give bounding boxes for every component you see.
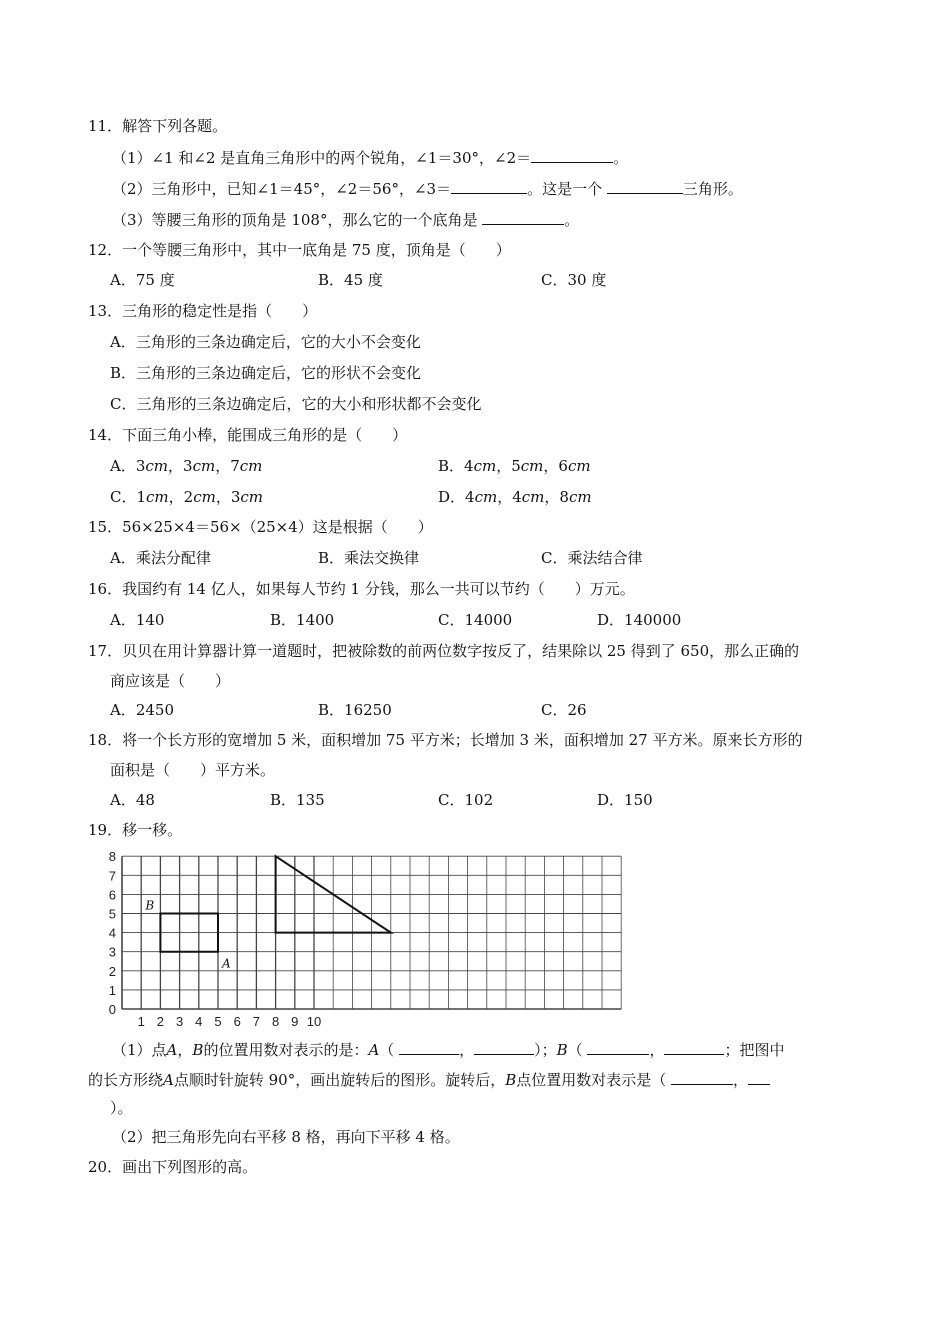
length: 4 (464, 457, 474, 475)
sep: ， (168, 488, 184, 506)
y-tick-label: 8 (108, 849, 116, 865)
q11-part3 (112, 209, 579, 230)
q11-stem: 11．解答下列各题。 (88, 117, 228, 135)
q11-p3-end: 。 (564, 211, 580, 229)
q15-option-a[interactable]: A．乘法分配律 (110, 549, 211, 567)
sep: ， (497, 488, 513, 506)
text: 点顺时针旋转 90°，画出旋转后的图形。旋转后， (173, 1071, 506, 1089)
unit: cm (146, 488, 169, 506)
x-tick-label: 3 (175, 1014, 184, 1029)
text: ， (459, 1041, 475, 1059)
q16-option-c[interactable]: C．14000 (438, 611, 513, 629)
q11-p2-text: （2）三角形中，已知∠1＝45°，∠2＝56°，∠3＝ (112, 180, 452, 198)
point-a-label: A (368, 1041, 380, 1059)
q13-option-b[interactable]: B．三角形的三条边确定后，它的形状不会变化 (110, 364, 422, 382)
q12-option-b[interactable]: B．45 度 (318, 271, 383, 289)
option-prefix: B． (438, 457, 465, 475)
text: ， (177, 1041, 193, 1059)
q11-p1-text: （1）∠1 和∠2 是直角三角形中的两个锐角，∠1＝30°，∠2＝ (112, 149, 532, 167)
unit: cm (474, 488, 498, 506)
text: 的长方形绕 (88, 1071, 164, 1089)
point-label-b: B (145, 898, 155, 913)
y-tick-label: 5 (108, 906, 116, 922)
length: 7 (230, 457, 240, 475)
answer-blank[interactable] (399, 1039, 459, 1055)
x-tick-label: 6 (233, 1014, 241, 1029)
q16-option-a[interactable]: A．140 (110, 611, 165, 629)
q16-option-d[interactable]: D．140000 (597, 611, 682, 629)
x-tick-label: 7 (252, 1014, 261, 1029)
y-tick-label: 7 (108, 868, 116, 884)
q15-option-b[interactable]: B．乘法交换律 (318, 549, 420, 567)
q12-option-a[interactable]: A．75 度 (110, 271, 175, 289)
q13-stem: 13．三角形的稳定性是指（ ） (88, 302, 318, 320)
sep: ， (168, 457, 184, 475)
length: 4 (512, 488, 522, 506)
y-tick-label: 3 (108, 944, 116, 960)
text: （ (379, 1041, 395, 1059)
x-tick-label: 9 (291, 1014, 299, 1029)
answer-blank[interactable] (474, 1039, 534, 1055)
q18-stem-line1: 18．将一个长方形的宽增加 5 米，面积增加 75 平方米；长增加 3 米，面积增加 27 平方米。原来长方形的 (88, 731, 803, 749)
q16-option-b[interactable]: B．1400 (270, 611, 335, 629)
y-tick-label: 2 (108, 963, 116, 979)
y-tick-label: 6 (108, 887, 116, 903)
length: 3 (230, 488, 241, 506)
y-tick-label: 0 (108, 1002, 116, 1017)
unit: cm (192, 457, 216, 475)
q14-stem: 14．下面三角小棒，能围成三角形的是（ ） (88, 426, 408, 444)
sep: ， (496, 457, 512, 475)
q11-p1-end: 。 (613, 149, 629, 167)
q12-stem: 12．一个等腰三角形中，其中一底角是 75 度，顶角是（ ） (88, 241, 511, 259)
q19-part1-line3: ）。 (110, 1099, 133, 1117)
q14-option-d[interactable] (438, 487, 592, 507)
q11-part2 (112, 178, 743, 199)
q17-option-c[interactable]: C．26 (541, 701, 587, 719)
x-tick-label: 1 (137, 1014, 145, 1029)
text: ）； (534, 1041, 557, 1059)
unit: cm (473, 457, 497, 475)
q19-part2: （2）把三角形先向右平移 8 格，再向下平移 4 格。 (112, 1128, 460, 1146)
q13-option-a[interactable]: A．三角形的三条边确定后，它的大小不会变化 (110, 333, 421, 351)
q19-part1-line2 (88, 1069, 770, 1090)
q17-option-b[interactable]: B．16250 (318, 701, 392, 719)
q20-stem: 20．画出下列图形的高。 (88, 1158, 258, 1176)
sep: ， (544, 488, 560, 506)
answer-blank[interactable] (587, 1039, 649, 1055)
length: 1 (136, 488, 147, 506)
q17-option-a[interactable]: A．2450 (110, 701, 175, 719)
q12-option-c[interactable]: C．30 度 (541, 271, 607, 289)
unit: cm (193, 488, 216, 506)
q17-stem-line1: 17．贝贝在用计算器计算一道题时，把被除数的前两位数字按反了，结果除以 25 得到了 650，那么正确的 (88, 642, 800, 660)
length: 3 (183, 457, 193, 475)
answer-blank[interactable] (671, 1069, 733, 1085)
sep: ， (215, 457, 231, 475)
answer-blank[interactable] (531, 147, 613, 163)
length: 5 (511, 457, 521, 475)
text: （1）点 (112, 1041, 167, 1059)
x-tick-label: 5 (214, 1014, 222, 1029)
q18-stem-line2: 面积是（ ）平方米。 (110, 761, 276, 779)
text: ， (649, 1041, 665, 1059)
sep: ， (215, 488, 231, 506)
answer-blank[interactable] (748, 1069, 770, 1085)
unit: cm (239, 457, 263, 475)
unit: cm (520, 457, 544, 475)
q13-option-c[interactable]: C．三角形的三条边确定后，它的大小和形状都不会变化 (110, 395, 482, 413)
x-tick-label: 2 (156, 1014, 165, 1029)
x-tick-label: 10 (306, 1014, 322, 1029)
y-tick-label: 4 (108, 925, 116, 941)
sep: ， (543, 457, 559, 475)
length: 4 (465, 488, 475, 506)
point-b-label: B (505, 1071, 517, 1089)
unit: cm (145, 457, 169, 475)
text: 点位置用数对表示是（ (516, 1071, 667, 1089)
point-label-a: A (222, 956, 231, 971)
text: 的位置用数对表示的是： (203, 1041, 369, 1059)
x-tick-label: 8 (271, 1014, 280, 1029)
q19-part1-line1 (112, 1039, 784, 1060)
q15-option-c[interactable]: C．乘法结合律 (541, 549, 643, 567)
q11-p2-end: 三角形。 (682, 180, 743, 198)
q15-stem: 15．56×25×4＝56×（25×4）这是根据（ ） (88, 518, 433, 536)
length: 2 (183, 488, 194, 506)
text: ， (733, 1071, 749, 1089)
unit: cm (240, 488, 264, 506)
point-b-label: B (192, 1041, 204, 1059)
q18-option-c[interactable]: C．102 (438, 791, 494, 809)
q16-stem: 16．我国约有 14 亿人，如果每人节约 1 分钱，那么一共可以节约（ ）万元。 (88, 580, 635, 598)
answer-blank[interactable] (482, 209, 564, 225)
length: 6 (558, 457, 568, 475)
coordinate-grid-figure (100, 845, 645, 1030)
q11-part1 (112, 147, 628, 168)
unit: cm (568, 488, 592, 506)
y-tick-label: 1 (108, 982, 116, 998)
q18-option-b[interactable]: B．135 (270, 791, 325, 809)
point-b-label: B (556, 1041, 568, 1059)
option-prefix: A． (110, 457, 136, 475)
point-a-label: A (166, 1041, 178, 1059)
text: ；把图中 (724, 1041, 785, 1059)
x-tick-label: 4 (195, 1014, 203, 1029)
answer-blank[interactable] (607, 178, 683, 194)
q17-stem-line2: 商应该是（ ） (110, 672, 231, 690)
length: 8 (559, 488, 569, 506)
q14-option-c[interactable] (110, 487, 263, 507)
q11-p3-text: （3）等腰三角形的顶角是 108°，那么它的一个底角是 (112, 211, 478, 229)
point-a-label: A (163, 1071, 174, 1089)
answer-blank[interactable] (451, 178, 527, 194)
q14-option-b[interactable] (438, 456, 591, 476)
q19-stem: 19．移一移。 (88, 821, 183, 839)
q18-option-d[interactable]: D．150 (597, 791, 653, 809)
answer-blank[interactable] (664, 1039, 724, 1055)
length: 3 (135, 457, 146, 475)
q11-p2-mid: 。这是一个 (527, 180, 603, 198)
q18-option-a[interactable]: A．48 (110, 791, 155, 809)
unit: cm (567, 457, 591, 475)
option-prefix: D． (438, 488, 466, 506)
unit: cm (521, 488, 545, 506)
option-prefix: C． (110, 488, 137, 506)
q14-option-a[interactable] (110, 456, 262, 476)
text: （ (567, 1041, 583, 1059)
